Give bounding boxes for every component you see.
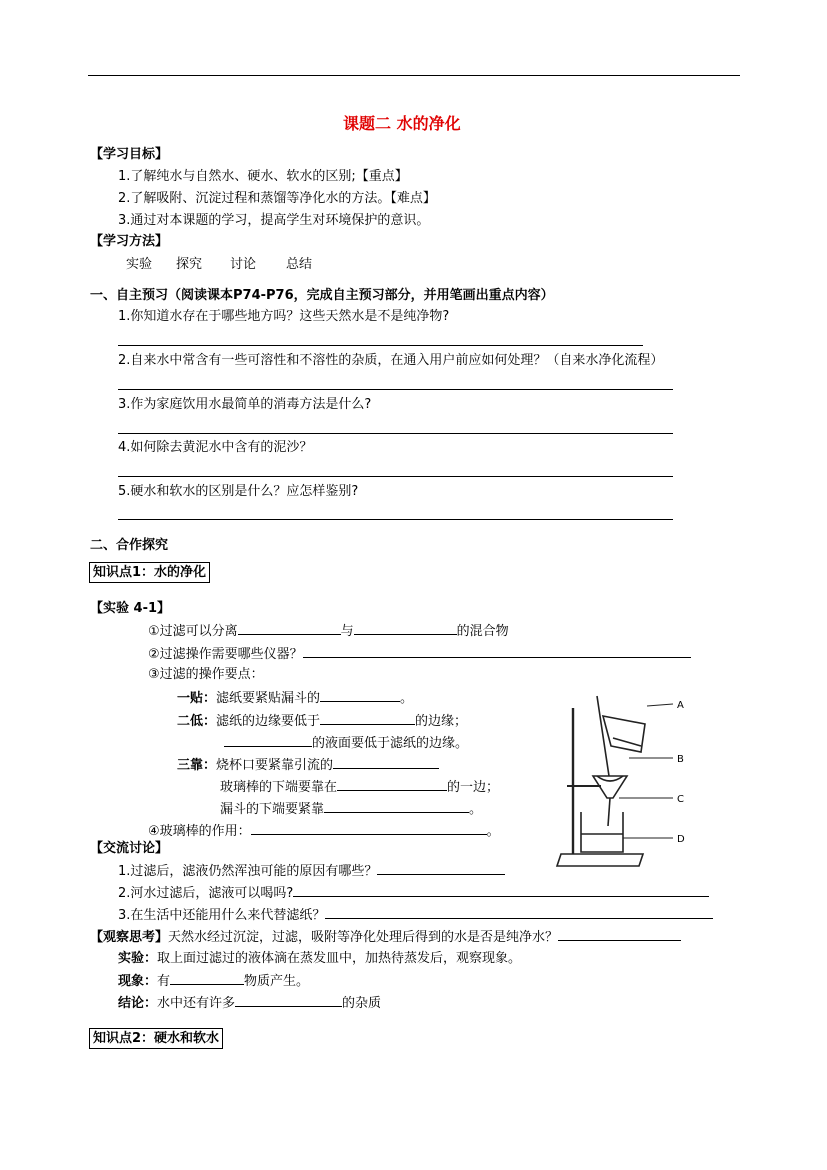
text: 滤纸的边缘要低于 [216, 714, 321, 729]
objective-item: 2.了解吸附、沉淀过程和蒸馏等净化水的方法。【难点】 [118, 191, 436, 206]
blank[interactable] [170, 972, 244, 985]
answer-line[interactable] [118, 345, 643, 346]
text: 水中还有许多 [157, 996, 236, 1011]
preview-heading: 一、自主预习（阅读课本P74-P76，完成自主预习部分，并用笔画出重点内容） [90, 288, 554, 303]
sankao-line-2 [220, 778, 499, 796]
blank[interactable] [377, 862, 505, 875]
answer-line[interactable] [118, 433, 673, 434]
header-rule [88, 75, 740, 76]
label: 一贴： [177, 691, 217, 706]
erdi-line [177, 712, 467, 730]
discuss-line-2 [118, 884, 709, 902]
discuss-heading: 【交流讨论】 [90, 841, 169, 856]
blank[interactable] [325, 906, 713, 919]
text: ④玻璃棒的作用： [148, 824, 251, 839]
text: 的边缘； [415, 714, 468, 729]
label: 现象： [118, 974, 158, 989]
label: 实验： [118, 951, 158, 966]
page-title: 课题二 水的净化 [343, 114, 461, 133]
text: 滤纸要紧贴漏斗的 [216, 691, 321, 706]
figure-label-a: A [677, 700, 684, 711]
text: ①过滤可以分离 [148, 624, 238, 639]
answer-line[interactable] [118, 389, 673, 390]
text: 漏斗的下端要紧靠 [220, 802, 325, 817]
experiment-line [118, 950, 521, 967]
text: 物质产生。 [244, 974, 310, 989]
objective-item: 3.通过对本课题的学习，提高学生对环境保护的意识。 [118, 213, 430, 228]
text: 玻璃棒的下端要靠在 [220, 780, 338, 795]
label: 结论： [118, 996, 158, 1011]
method-item: 总结 [286, 257, 313, 272]
text: 有 [157, 974, 171, 989]
text: 的液面要低于滤纸的边缘。 [312, 736, 469, 751]
text: 2.河水过滤后，滤液可以喝吗? [118, 886, 294, 901]
answer-line[interactable] [118, 519, 673, 520]
text: 3.在生活中还能用什么来代替滤纸？ [118, 908, 326, 923]
observe-heading: 【观察思考】 [90, 930, 169, 945]
objective-item: 1.了解纯水与自然水、硬水、软水的区别;【重点】 [118, 169, 408, 184]
method-item: 讨论 [230, 257, 257, 272]
text: 的混合物 [456, 624, 509, 639]
exp-line-4 [148, 822, 500, 840]
text: 天然水经过沉淀，过滤，吸附等净化处理后得到的水是否是纯净水？ [168, 930, 559, 945]
blank[interactable] [238, 622, 341, 635]
yitie-line [177, 689, 413, 707]
blank[interactable] [320, 689, 400, 702]
blank[interactable] [324, 800, 469, 813]
blank[interactable] [235, 994, 342, 1007]
text: 的杂质 [342, 996, 382, 1011]
text: 。 [400, 691, 414, 706]
figure-label-c: C [677, 794, 684, 805]
exp-line-3: ③过滤的操作要点： [148, 667, 264, 682]
method-item: 探究 [176, 257, 203, 272]
blank[interactable] [293, 884, 709, 897]
preview-question: 2.自来水中常含有一些可溶性和不溶性的杂质，在通入用户前应如何处理？（自来水净化流程） [118, 353, 664, 368]
text: 与 [340, 624, 354, 639]
filtration-apparatus-figure [545, 686, 710, 876]
figure-label-d: D [677, 834, 685, 845]
text: 取上面过滤过的液体滴在蒸发皿中，加热待蒸发后，观察现象。 [157, 951, 522, 966]
blank[interactable] [337, 778, 447, 791]
objectives-heading: 【学习目标】 [90, 147, 169, 162]
exp-line-2 [148, 645, 691, 663]
figure-label-b: B [677, 754, 684, 765]
label: 二低： [177, 714, 217, 729]
method-item: 实验 [126, 257, 153, 272]
methods-heading: 【学习方法】 [90, 234, 169, 249]
blank[interactable] [303, 645, 691, 658]
blank[interactable] [224, 734, 312, 747]
text: 。 [486, 824, 500, 839]
phenomenon-line [118, 972, 309, 990]
conclusion-line [118, 994, 381, 1012]
label: 三靠： [177, 758, 217, 773]
preview-question: 1.你知道水存在于哪些地方吗？这些天然水是不是纯净物? [118, 309, 450, 324]
preview-question: 4.如何除去黄泥水中含有的泥沙？ [118, 440, 313, 455]
knowledge-point-2: 知识点2：硬水和软水 [89, 1028, 223, 1049]
discuss-line-1 [118, 862, 505, 880]
text: 。 [469, 802, 483, 817]
text: 烧杯口要紧靠引流的 [216, 758, 334, 773]
sankao-line [177, 756, 439, 774]
text: 的一边； [447, 780, 500, 795]
experiment-heading: 【实验 4-1】 [90, 601, 171, 616]
blank[interactable] [320, 712, 415, 725]
preview-question: 5.硬水和软水的区别是什么？应怎样鉴别? [118, 484, 359, 499]
sankao-line-3 [220, 800, 482, 818]
blank[interactable] [333, 756, 439, 769]
blank[interactable] [558, 928, 681, 941]
text: ②过滤操作需要哪些仪器？ [148, 647, 303, 662]
erdi-line-2 [224, 734, 468, 752]
text: 1.过滤后，滤液仍然浑浊可能的原因有哪些？ [118, 864, 378, 879]
blank[interactable] [251, 822, 487, 835]
answer-line[interactable] [118, 476, 673, 477]
knowledge-point-1: 知识点1：水的净化 [89, 562, 210, 583]
coop-heading: 二、合作探究 [90, 538, 169, 553]
discuss-line-3 [118, 906, 713, 924]
observe-line [90, 928, 681, 946]
exp-line-1 [148, 622, 509, 640]
preview-question: 3.作为家庭饮用水最简单的消毒方法是什么? [118, 397, 372, 412]
blank[interactable] [354, 622, 457, 635]
